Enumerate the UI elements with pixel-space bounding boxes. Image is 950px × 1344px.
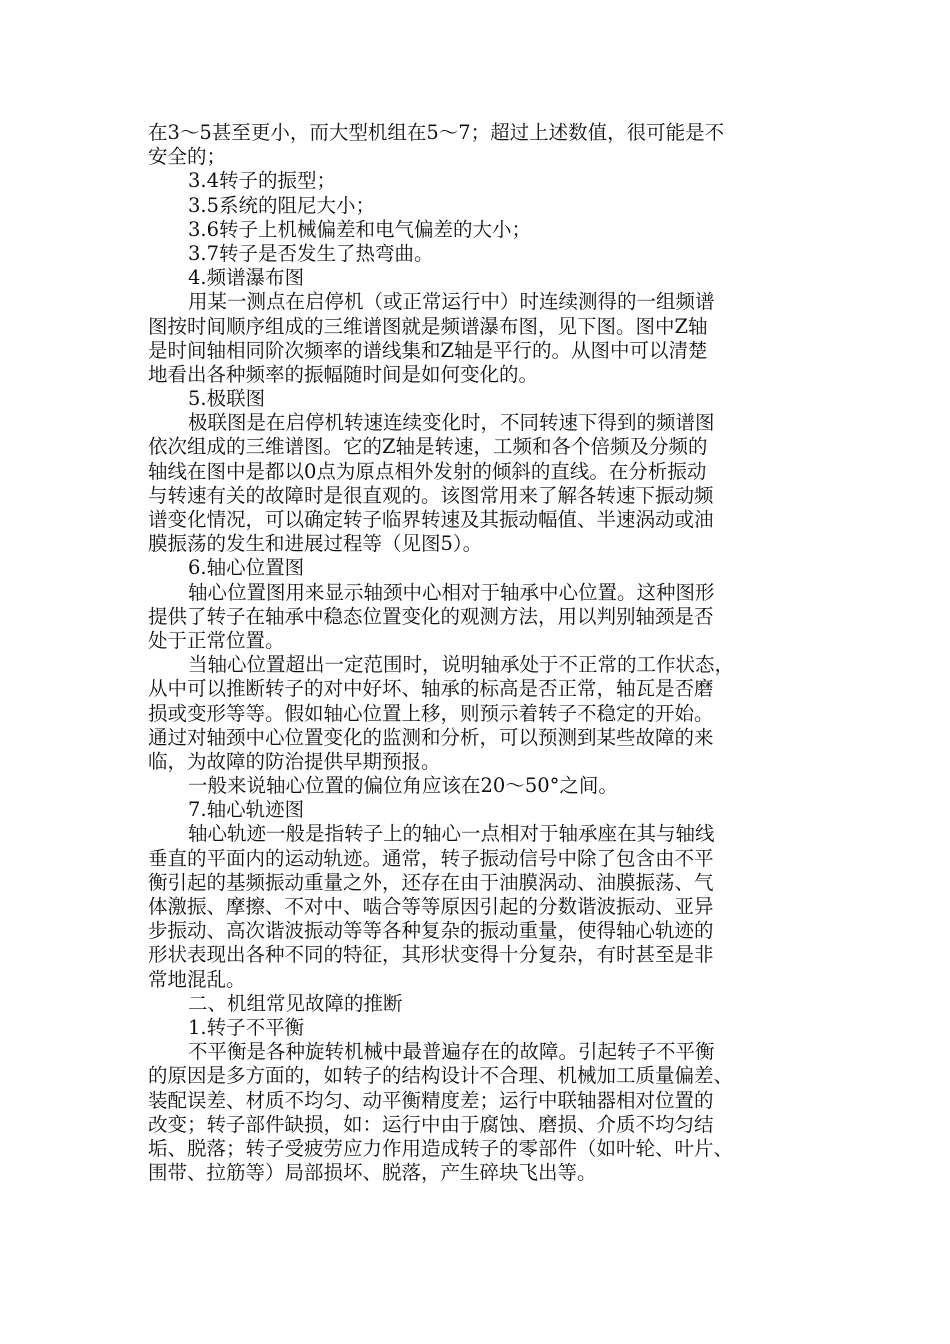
text-line: 从中可以推断转子的对中好坏、轴承的标高是否正常，轴瓦是否磨 <box>148 677 714 701</box>
text-line: 安全的； <box>148 145 227 169</box>
text-line: 1.转子不平衡 <box>188 1015 305 1039</box>
text-line: 垢、脱落；转子受疲劳应力作用造成转子的零部件（如叶轮、叶片、 <box>148 1136 734 1160</box>
text-line: 3.7转子是否发生了热弯曲。 <box>188 241 434 265</box>
text-line: 形状表现出各种不同的特征，其形状变得十分复杂，有时甚至是非 <box>148 943 714 967</box>
text-line: 衡引起的基频振动重量之外，还存在由于油膜涡动、油膜振荡、气 <box>148 870 714 894</box>
text-line: 极联图是在启停机转速连续变化时，不同转速下得到的频谱图 <box>188 411 715 435</box>
text-line: 3.5系统的阻尼大小； <box>188 193 376 217</box>
text-line: 与转速有关的故障时是很直观的。该图常用来了解各转速下振动频 <box>148 483 714 507</box>
text-line: 5.极联图 <box>188 387 266 411</box>
text-line: 处于正常位置。 <box>148 628 285 652</box>
text-line: 垂直的平面内的运动轨迹。通常，转子振动信号中除了包含由不平 <box>148 846 714 870</box>
text-line: 7.轴心轨迹图 <box>188 798 305 822</box>
text-line: 损或变形等等。假如轴心位置上移，则预示着转子不稳定的开始。 <box>148 701 714 725</box>
text-line: 体激振、摩擦、不对中、啮合等等原因引起的分数谐波振动、亚异 <box>148 895 714 918</box>
text-line: 是时间轴相同阶次频率的谱线集和Z轴是平行的。从图中可以清楚 <box>148 338 708 362</box>
text-line: 3.6转子上机械偏差和电气偏差的大小； <box>188 217 532 241</box>
text-line: 不平衡是各种旋转机械中最普遍存在的故障。引起转子不平衡 <box>188 1040 715 1064</box>
text-line: 围带、拉筋等）局部损坏、脱落，产生碎块飞出等。 <box>148 1161 597 1185</box>
text-line: 轴心位置图用来显示轴颈中心相对于轴承中心位置。这种图形 <box>188 580 715 604</box>
text-line: 通过对轴颈中心位置变化的监测和分析，可以预测到某些故障的来 <box>148 725 714 749</box>
text-line: 3.4转子的振型； <box>188 169 337 193</box>
text-line: 6.轴心位置图 <box>188 556 305 580</box>
text-line: 当轴心位置超出一定范围时，说明轴承处于不正常的工作状态， <box>188 653 735 677</box>
text-line: 在3～5甚至更小，而大型机组在5～7；超过上述数值，很可能是不 <box>148 121 725 144</box>
text-line: 依次组成的三维谱图。它的Z轴是转速，工频和各个倍频及分频的 <box>148 435 708 459</box>
text-line: 装配误差、材质不均匀、动平衡精度差；运行中联轴器相对位置的 <box>148 1088 714 1112</box>
text-line: 轴线在图中是都以0点为原点相外发射的倾斜的直线。在分析振动 <box>148 459 707 483</box>
text-line: 地看出各种频率的振幅随时间是如何变化的。 <box>148 362 539 386</box>
text-line: 临，为故障的防治提供早期预报。 <box>148 749 441 773</box>
text-line: 步振动、高次谐波振动等等各种复杂的振动重量，使得轴心轨迹的 <box>148 919 714 943</box>
text-line: 一般来说轴心位置的偏位角应该在20～50°之间。 <box>188 774 618 798</box>
text-line: 提供了转子在轴承中稳态位置变化的观测方法，用以判别轴颈是否 <box>148 604 714 628</box>
text-line: 膜振荡的发生和进展过程等（见图5）。 <box>148 532 483 556</box>
text-line: 常地混乱。 <box>148 967 246 991</box>
text-line: 的原因是多方面的，如转子的结构设计不合理、机械加工质量偏差、 <box>148 1064 734 1088</box>
text-line: 4.频谱瀑布图 <box>188 266 305 290</box>
text-line: 谱变化情况，可以确定转子临界转速及其振动幅值、半速涡动或油 <box>148 508 714 531</box>
text-line: 用某一测点在启停机（或正常运行中）时连续测得的一组频谱 <box>188 290 715 314</box>
document-body <box>148 121 810 1185</box>
text-line: 二、机组常见故障的推断 <box>188 991 403 1015</box>
text-line: 图按时间顺序组成的三维谱图就是频谱瀑布图，见下图。图中Z轴 <box>148 314 708 338</box>
text-line: 轴心轨迹一般是指转子上的轴心一点相对于轴承座在其与轴线 <box>188 822 715 846</box>
text-line: 改变；转子部件缺损，如：运行中由于腐蚀、磨损、介质不均匀结 <box>148 1112 714 1136</box>
